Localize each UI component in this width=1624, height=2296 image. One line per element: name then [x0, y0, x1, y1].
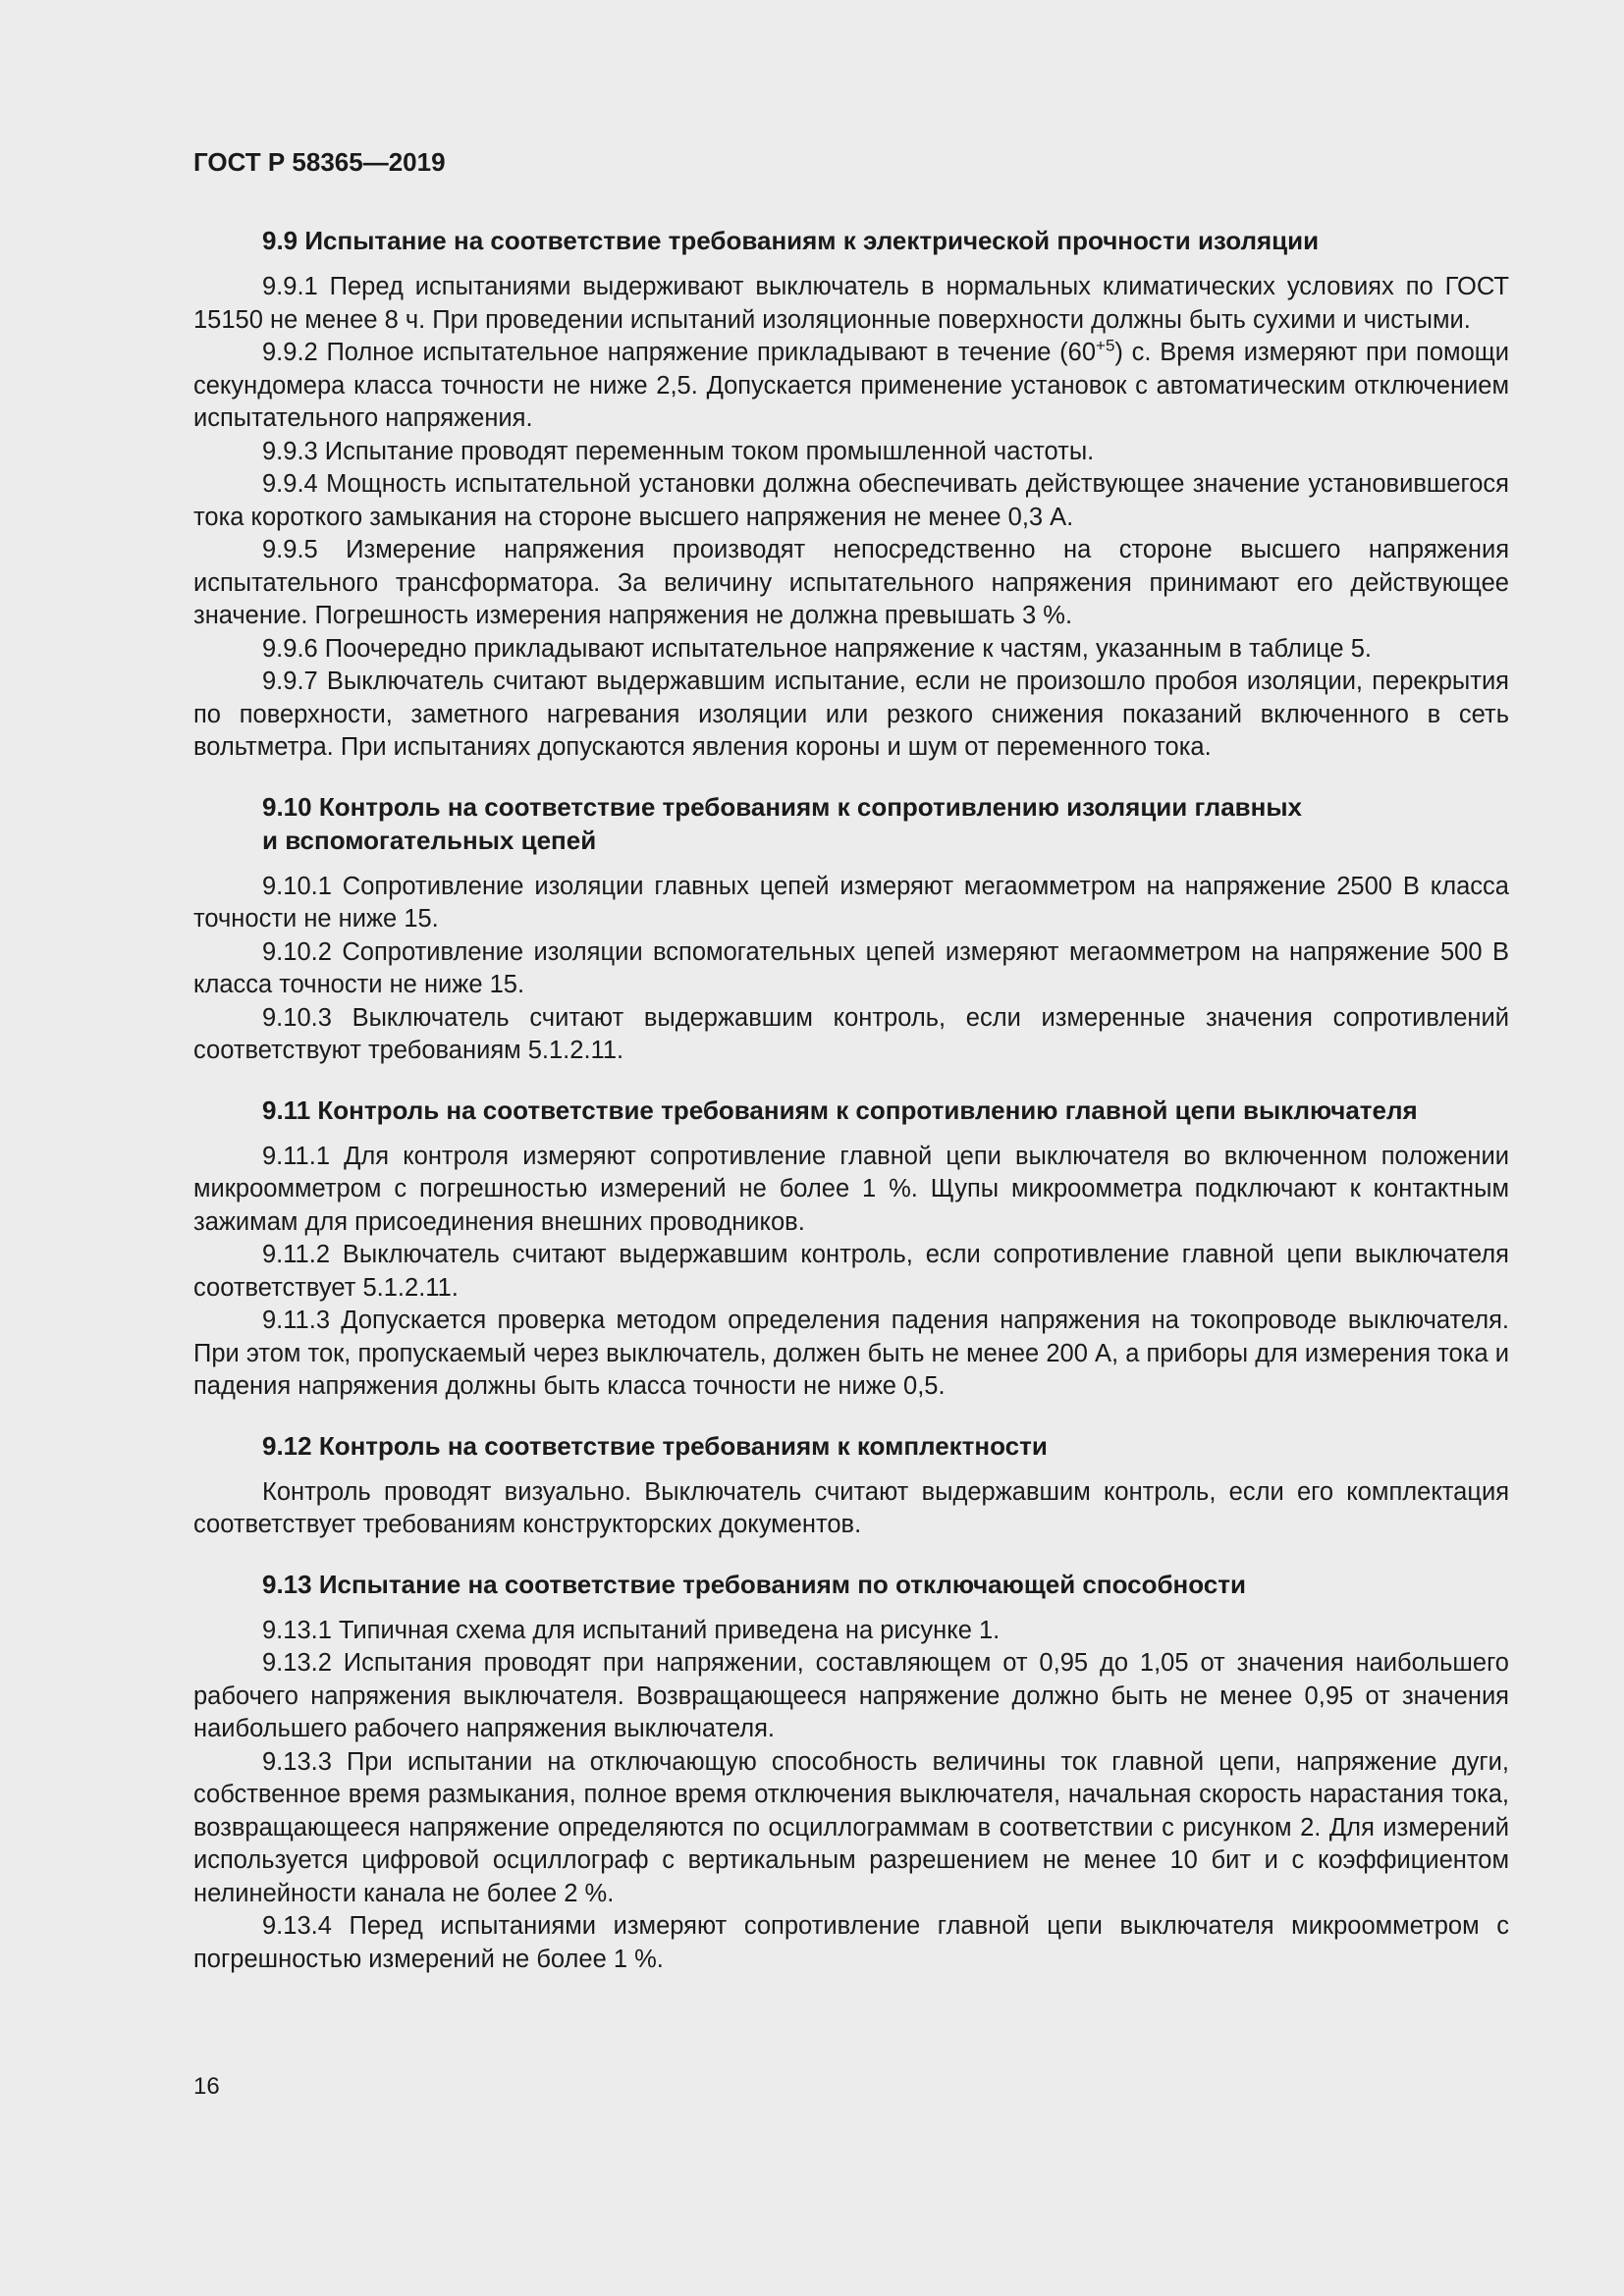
- paragraph-9-9-6: 9.9.6 Поочередно прикладывают испытательное напряжение к частям, указанным в таблице 5.: [262, 634, 1372, 663]
- paragraph-9-9-1: 9.9.1 Перед испытаниями выдерживают выключатель в нормальных климатических условиях по ГОСТ 15150 не менее 8 ч. При проведении испытаний изоляционные поверхности должны быть сухими и чистыми.: [193, 273, 1509, 334]
- paragraph-9-13-4: 9.13.4 Перед испытаниями измеряют сопротивление главной цепи выключателя микроомметром с погрешностью измерений не более 1 %.: [193, 1912, 1509, 1973]
- section-heading-9-10-line1: 9.10 Контроль на соответствие требованиям к сопротивлению изоляции главных: [262, 791, 1303, 822]
- paragraph-9-13-2: 9.13.2 Испытания проводят при напряжении, составляющем от 0,95 до 1,05 от значения наибольшего рабочего напряжения выключателя. Возвращающееся напряжение должно быть не менее 0,95 от значения наибольшего рабочего напряжения выключателя.: [193, 1649, 1509, 1742]
- document-code: ГОСТ Р 58365—2019: [193, 147, 446, 177]
- paragraph-9-9-7: 9.9.7 Выключатель считают выдержавшим испытание, если не произошло пробоя изоляции, перекрытия по поверхности, заметного нагревания изоляции или резкого снижения показаний включенного в сеть вольтметра. При испытаниях допускаются явления короны и шум от переменного тока.: [193, 667, 1509, 761]
- paragraph-9-9-2-before: 9.9.2 Полное испытательное напряжение прикладывают в течение (60: [262, 339, 1097, 366]
- page-number: 16: [193, 2073, 220, 2100]
- paragraph-9-9-3: 9.9.3 Испытание проводят переменным током промышленной частоты.: [262, 437, 1095, 465]
- section-heading-9-10: [193, 790, 1509, 857]
- paragraph-9-11-1: 9.11.1 Для контроля измеряют сопротивление главной цепи выключателя во включенном положении микроомметром с погрешностью измерений не более 1 %. Щупы микроомметра подключают к контактным зажимам для присоединения внешних проводников.: [193, 1142, 1509, 1236]
- document-body: [193, 224, 1509, 1976]
- tolerance-superscript: +5: [1096, 336, 1115, 355]
- paragraph-9-10-3: 9.10.3 Выключатель считают выдержавшим контроль, если измеренные значения сопротивлений соответствуют требованиям 5.1.2.11.: [193, 1003, 1509, 1064]
- paragraph-9-10-2: 9.10.2 Сопротивление изоляции вспомогательных цепей измеряют мегаомметром на напряжение 500 В класса точности не ниже 15.: [193, 937, 1509, 998]
- paragraph-9-13-3: 9.13.3 При испытании на отключающую способность величины ток главной цепи, напряжение дуги, собственное время размыкания, полное время отключения выключателя, начальная скорость нарастания тока, возвращающееся напряжение определяются по осциллограммам в соответствии с рисунком 2. Для измерений используется цифровой осциллограф с вертикальным разрешением не менее 10 бит и с коэффициентом нелинейности канала не более 2 %.: [193, 1747, 1509, 1907]
- section-heading-9-9: 9.9 Испытание на соответствие требованиям к электрической прочности изоляции: [262, 226, 1320, 255]
- paragraph-9-9-5: 9.9.5 Измерение напряжения производят непосредственно на стороне высшего напряжения испытательного трансформатора. За величину испытательного напряжения принимают его действующее значение. Погрешность измерения напряжения не должна превышать 3 %.: [193, 536, 1509, 629]
- section-heading-9-13: 9.13 Испытание на соответствие требованиям по отключающей способности: [262, 1569, 1246, 1599]
- paragraph-9-9-2-after: ) с. Время измеряют при помощи секундомера класса точности не ниже 2,5. Допускается применение установок с автоматическим отключением испытательного напряжения.: [193, 339, 1509, 432]
- paragraph-9-9-4: 9.9.4 Мощность испытательной установки должна обеспечивать действующее значение установившегося тока короткого замыкания на стороне высшего напряжения не менее 0,3 А.: [193, 470, 1509, 531]
- section-heading-9-12: 9.12 Контроль на соответствие требованиям к комплектности: [262, 1430, 1048, 1461]
- paragraph-9-11-2: 9.11.2 Выключатель считают выдержавшим контроль, если сопротивление главной цепи выключателя соответствует 5.1.2.11.: [193, 1241, 1509, 1302]
- paragraph-9-10-1: 9.10.1 Сопротивление изоляции главных цепей измеряют мегаомметром на напряжение 2500 В класса точности не ниже 15.: [193, 872, 1509, 933]
- paragraph-9-9-2: [193, 337, 1509, 436]
- paragraph-9-12: Контроль проводят визуально. Выключатель считают выдержавшим контроль, если его комплектация соответствует требованиям конструкторских документов.: [193, 1477, 1509, 1538]
- section-heading-9-11: 9.11 Контроль на соответствие требованиям к сопротивлению главной цепи выключателя: [262, 1095, 1418, 1125]
- paragraph-9-11-3: 9.11.3 Допускается проверка методом определения падения напряжения на токопроводе выключателя. При этом ток, пропускаемый через выключатель, должен быть не менее 200 А, а приборы для измерения тока и падения напряжения должны быть класса точности не ниже 0,5.: [193, 1307, 1509, 1400]
- section-heading-9-10-line2: и вспомогательных цепей: [262, 825, 597, 855]
- paragraph-9-13-1: 9.13.1 Типичная схема для испытаний приведена на рисунке 1.: [262, 1616, 1001, 1644]
